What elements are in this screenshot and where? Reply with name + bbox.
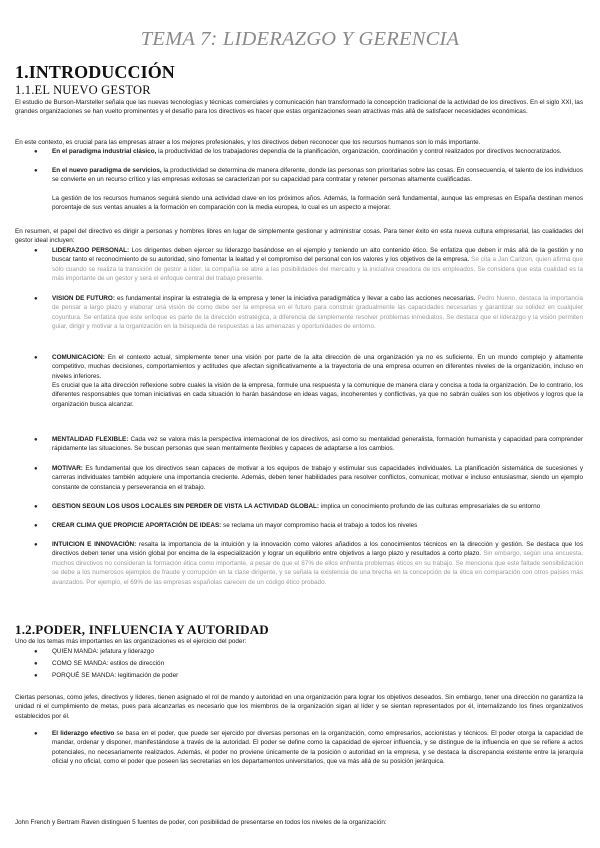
quality-label: GESTION SEGUN LOS USOS LOCALES SIN PERDER DE VISTA LA ACTIVIDAD GLOBAL: [52, 503, 320, 510]
bullet-icon: ● [34, 649, 38, 655]
poder-item: QUIEN MANDA: jefatura y liderazgo [52, 648, 154, 655]
bullet-icon: ● [34, 149, 38, 155]
quality-text: Cada vez se valora más la perspectiva internacional de los directivos, así como su mentalidad generalista, formación humanista y capacidad para comprender rápidamente las situaciones. Se buscan personas que sean mentalmente flexibles y capaces de adaptarse a los cambios. [52, 436, 583, 453]
bullet-icon: ● [34, 504, 38, 510]
quality-text: En el contexto actual, simplemente tener una visión por parte de la alta dirección de una organización ya no es suficiente. En un mundo complejo y altamente competitivo, muchas decisiones, comportamientos y actitudes que afectan significativamente a la trayectoria de una empresa ocurren en diferentes niveles de la organización, incluso en niveles inferiores. [52, 354, 583, 380]
closing-paragraph: John French y Bertram Raven distinguen 5 fuentes de poder, con posibilidad de presentarse en todos los niveles de la organización: [15, 819, 387, 826]
quality-item-clima [52, 521, 583, 530]
quality-item-liderazgo [52, 246, 583, 284]
context-paragraph: En este contexto, es crucial para las empresas atraer a los mejores profesionales, y los directivos deben reconocer que los recursos humanos son lo más importante. [15, 139, 481, 146]
subsection-heading-poder: 1.2.PODER, INFLUENCIA Y AUTORIDAD [15, 622, 269, 637]
quality-item-intuicion [52, 540, 583, 587]
summary-paragraph: En resumen, el papel del directivo es dirigir a personas y hombres libres en lugar de simplemente gestionar y administrar cosas. Para tener éxito en esta nueva cultura empresarial, las cualidades del gestor ideal incluyen: [15, 228, 583, 245]
quality-comunicacion-extra: Es crucial que la alta dirección reflexione sobre cuales la visión de la empresa, formule una respuesta y la comunique de manera clara y concisa a toda la organización. De lo contrario, los diferentes responsables que toman iniciativas en cada situación lo harán basándose en ideas vagas, incoherentes y conflictivas, ya que no sabrán cuáles son los objetivos y logros que la organización busca alcanzar. [52, 382, 583, 408]
quality-text: resalta la importancia de la intuición y la innovación como valores añadidos a los conocimientos técnicos en la dirección y gestión. Se destaca que los directivos deben tener una visión global por encima de la especialización y lograr un equilibrio entre objetivos a largo plazo y resultados a corto plazo. [52, 541, 584, 558]
leadership-label: El liderazgo efectivo [52, 730, 115, 737]
paradigm-new-text: la productividad se determina de manera diferente, donde las personas son prioritarias sobre las cosas. En consecuencia, el talento de los individuos se convierte en un recurso crítico y las empresas exitosas se caracterizan por su capacidad para contratar y retener personas altamente cualificadas. [52, 167, 583, 184]
quality-item-mentalidad [52, 435, 583, 454]
bullet-icon: ● [34, 661, 38, 667]
page-title: TEMA 7: LIDERAZGO Y GERENCIA [140, 28, 460, 50]
quality-text: se reclama un mayor compromiso hacia el trabajo a todos los niveles [221, 522, 418, 529]
bullet-icon: ● [34, 437, 38, 443]
quality-label: VISION DE FUTURO: [52, 295, 115, 302]
poder-item: PORQUÉ SE MANDA: legitimación de poder [52, 672, 179, 679]
bullet-icon: ● [34, 673, 38, 679]
subsection-heading-nuevo-gestor: 1.1.EL NUEVO GESTOR [15, 83, 151, 97]
quality-label: MENTALIDAD FLEXIBLE: [52, 436, 129, 443]
quality-label: LIDERAZGO PERSONAL: [52, 247, 130, 254]
intro-paragraph: El estudio de Burson-Marsteller señala que las nuevas tecnologías y técnicas comerciales y comunicación han transformado la concepción tradicional de la actividad de los directivos. En el siglo XXI, las grandes organizaciones se han vuelto prominentes y el desafío para los directivos es hacer que estas organizaciones sean atractivas más allá de satisfacer necesidades económicas. [15, 99, 583, 116]
quality-label: MOTIVAR: [52, 465, 83, 472]
quality-text: implica un conocimiento profundo de las culturas empresariales de su entorno [319, 503, 541, 510]
bullet-icon: ● [34, 296, 38, 302]
quality-label: CREAR CLIMA QUE PROPICIE APORTACIÓN DE IDEAS: [52, 522, 222, 529]
paradigm-new-item [52, 166, 583, 185]
quality-label: COMUNICACION: [52, 354, 105, 361]
paradigm-old-label: En el paradigma industrial clásico, [52, 148, 157, 155]
bullet-icon: ● [34, 168, 38, 174]
section-heading-introduccion: 1.INTRODUCCIÓN [15, 62, 175, 82]
bullet-icon: ● [34, 523, 38, 529]
paradigm-old-item [52, 147, 583, 156]
quality-grey-text: Pedro Nueno, destaca la importancia de pensar a largo plazo y elaborar una visión de como debe ser la empresa en el futuro para construir gradualmente las capacidades necesarias y garantizar su solidez en cualquier coyuntura. Se enfatiza que este enfoque es parte de la dirección estratégica, a diferencia de simplemente resolver problemas inmediatos. Se destaca que el liderazgo y la visión permiten guiar, dirigir y motivar a la organización en la búsqueda de respuestas a las amenazas y oportunidades de entorno. [52, 295, 584, 331]
poder-intro: Uno de los temas más importantes en las organizaciones es el ejercicio del poder: [15, 638, 247, 645]
bullet-icon: ● [34, 466, 38, 472]
quality-item-vision [52, 294, 583, 332]
quality-grey-text: Se cita a Jan Carlzon, quien afirma que sólo cuando se realiza la transición de gestor a líder, la compañía se abre a las posibilidades del mercado y la iniciativa creadora de los empleados. Se considera que esta cualidad es la más importante de un gestor y será el enfoque central del trabajo presente. [52, 256, 583, 283]
leadership-item [52, 729, 583, 767]
paradigm-old-text: la productividad de los trabajadores dependía de la planificación, organización, coordinación y control realizados por directivos tecnocratizados. [156, 148, 562, 155]
quality-item-gestion [52, 502, 583, 511]
roles-paragraph: Ciertas personas, como jefes, directivos y líderes, tienen asignado el rol de mando y autoridad en una organización para lograr los objetivos deseados. Sin embargo, tener una dirección no garantiza la unidad ni el cumplimiento de metas, pues para alcanzarlas es necesario que los miembros de la organización sigan al líder y se sientan representados por él, internalizando los fines organizativos establecidos por él. [15, 694, 583, 720]
paradigm-new-extra: La gestión de los recursos humanos seguirá siendo una actividad clave en los próximos años. Además, la formación será fundamental, aunque las empresas en España destinan menos porcentaje de sus ventas anuales a la formación en comparación con la media europea, lo cual es un aspecto a mejorar. [52, 195, 583, 212]
paradigm-new-label: En el nuevo paradigma de servicios, [52, 167, 162, 174]
bullet-icon: ● [34, 731, 38, 737]
quality-item-motivar [52, 464, 583, 492]
poder-item: COMO SE MANDA: estilos de dirección [52, 660, 165, 667]
quality-item-comunicacion [52, 353, 583, 381]
quality-text: es fundamental inspirar la estrategia de la empresa y tener la iniciativa paradigmática y llevar a cabo las acciones necesarias. [114, 295, 476, 302]
quality-label: INTUICION E INNOVACIÓN: [52, 541, 137, 548]
bullet-icon: ● [34, 542, 38, 548]
quality-text: Los dirigentes deben ejercer su liderazgo basándose en el ejemplo y teniendo un alto contenido ético. Se enfatiza que deben ir más allá de la gestión y no buscar tanto el reconocimiento de su autoridad, sino fomentar la lealtad y el compromiso del personal con los valores y los objetivos de la empresa. [52, 247, 583, 264]
quality-grey-text: Sin embargo, según una encuesta, muchos directivos no consideran la formación ética como importante, a pesar de que el 87% de ellos enfrenta problemas éticos en su trabajo. Se menciona que este faltade sensibilización se debe a los numerosos ejemplos de fraude y corrupción en la clase dirigente, y se señala la existencia de una brecha en la concepción de la ética en comparación con otros países más avanzados. Por ejemplo, el 69% de las empresas españolas carecen de un código ético probado. [52, 550, 583, 586]
bullet-icon: ● [34, 248, 38, 254]
bullet-icon: ● [34, 355, 38, 361]
quality-text: Es fundamental que los directivos sean capaces de motivar a los equipos de trabajo y estimular sus capacidades individuales. La planificación sistemática de sucesiones y carreras individuales también adquiere una importancia creciente. Además, deben tener habilidades para resolver conflictos, comunicar, motivar e incluso entusiasmar, siendo un ejemplo constante de constancia y perseverancia en el trabajo. [52, 465, 583, 491]
leadership-text: se basa en el poder, que puede ser ejercido por diversas personas en la organización, como empresarios, accionistas y técnicos. El poder otorga la capacidad de mandar, ordenar y disponer, manifestándose a través de la autoridad. El poder se define como la capacidad de ejercer influencia, y se distingue de la influencia en que se refiere a actos potenciales, no necesariamente realizados. Además, el poder no proviene únicamente de la posición o autoridad en la empresa, y se destaca la discrepancia existente entre la jerarquía oficial y no oficial, como el poder que poseen las secretarias en los departamentos universitarios, que va más allá de su posición jerárquica. [52, 730, 583, 766]
